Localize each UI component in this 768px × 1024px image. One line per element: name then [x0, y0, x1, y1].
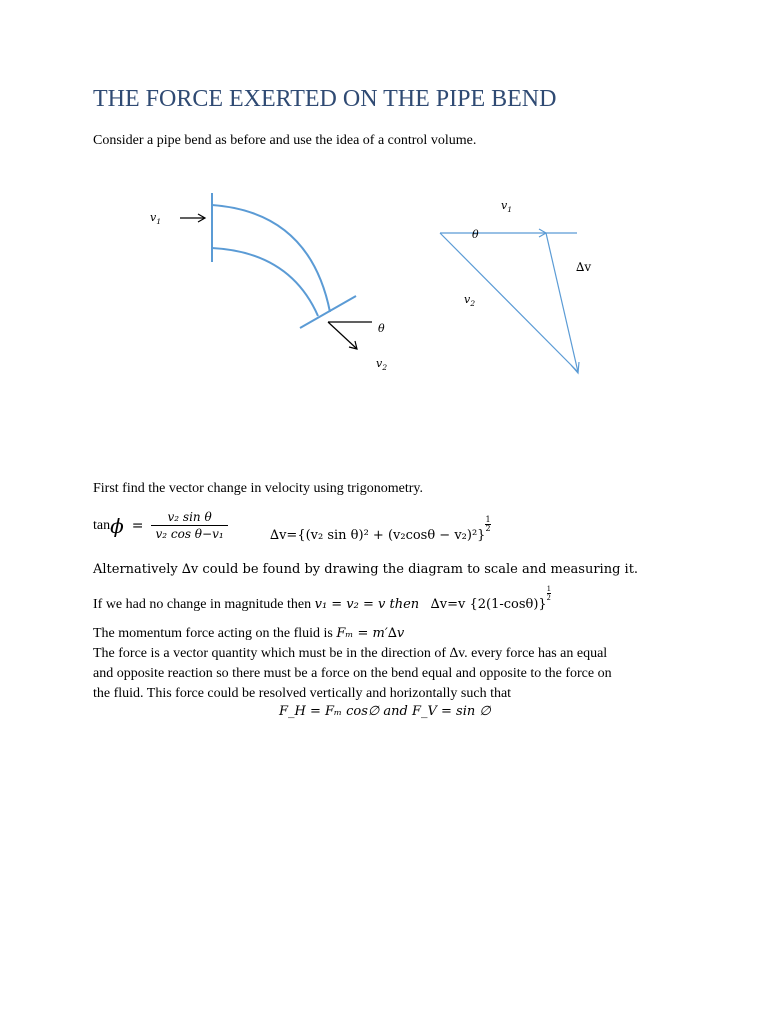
- no-change-line: If we had no change in magnitude then v₁ = v₂ = v then ∆v=v {2(1-cosθ)} $\frac{1}{2}$: [93, 584, 551, 612]
- step-text: First find the vector change in velocity using trigonometry.: [93, 481, 423, 496]
- delta-v-label: ∆v: [576, 260, 592, 274]
- tan-label: tan: [93, 517, 111, 533]
- triangle-v2-label: $v_2$: [464, 293, 476, 309]
- theta-label: θ: [378, 322, 385, 335]
- vector-paragraph-line-2: and opposite reaction so there must be a force on the bend equal and opposite to the force on: [93, 666, 612, 681]
- alternative-text: Alternatively ∆v could be found by drawing the diagram to scale and measuring it.: [93, 562, 639, 577]
- final-equation: F_H = Fₘ cos∅ and F_V = sin ∅: [279, 704, 491, 719]
- pipe-inner-wall: [212, 248, 318, 316]
- phi-symbol: ϕ: [110, 513, 124, 538]
- page-title: THE FORCE EXERTED ON THE PIPE BEND: [93, 86, 557, 112]
- v1-label: $v_1$: [150, 211, 162, 227]
- triangle-v2-line: [440, 233, 578, 372]
- equals-sign: =: [131, 517, 144, 534]
- intro-paragraph: Consider a pipe bend as before and use the idea of a control volume.: [93, 133, 477, 148]
- v2-label: $v_2$: [376, 357, 388, 373]
- vector-paragraph-line-3: the fluid. This force could be resolved vertically and horizontally such that: [93, 686, 512, 701]
- triangle-dv-arrowhead: [571, 362, 579, 373]
- v2-arrow: [328, 322, 356, 348]
- triangle-theta-label: θ: [472, 228, 479, 241]
- tan-equation: [93, 510, 228, 541]
- vector-paragraph-line-1: The force is a vector quantity which must be in the direction of ∆v. every force has an equal: [93, 646, 608, 661]
- triangle-dv-line: [546, 233, 578, 372]
- momentum-line: The momentum force acting on the fluid is Fₘ = m′∆v: [93, 626, 405, 641]
- pipe-outer-wall: [212, 205, 330, 312]
- delta-v-equation: ∆v={(v₂ sin θ)² + (v₂cosθ − v₂)²} $\frac{1}{2}$: [270, 515, 491, 543]
- triangle-v1-label: $v_1$: [501, 199, 513, 215]
- tan-fraction: $\frac{\text{v₂ sin θ}}{\text{v₂ cos θ−v₁}}$: [151, 510, 227, 541]
